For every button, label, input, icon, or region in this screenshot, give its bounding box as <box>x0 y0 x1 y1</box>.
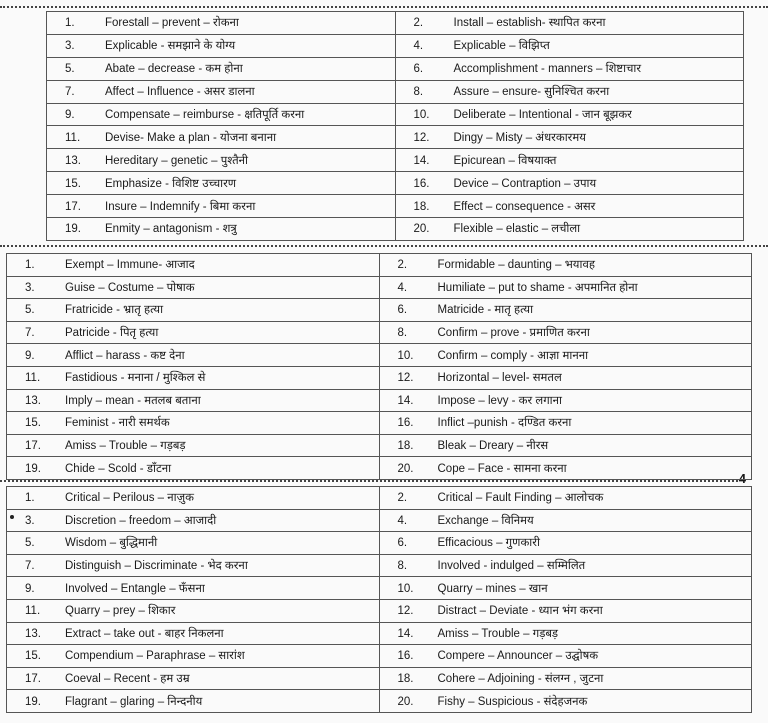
entry-number: 20. <box>397 695 414 708</box>
vocab-cell <box>47 126 396 149</box>
entry-text: Matricide - मातृ हत्या <box>437 304 534 317</box>
entry-text: Efficacious – गुणकारी <box>437 537 540 550</box>
vocab-row <box>47 126 744 149</box>
entry-text: Exchange – विनिमय <box>437 514 534 527</box>
entry-text: Cope – Face - सामना करना <box>437 462 567 475</box>
vocab-row <box>7 509 752 532</box>
vocab-cell <box>379 457 752 480</box>
vocab-cell <box>7 622 380 645</box>
entry-text: Afflict – harass - कष्ट देना <box>65 349 185 362</box>
vocab-cell <box>395 149 744 172</box>
vocab-cell <box>395 195 744 218</box>
vocab-cell <box>47 172 396 195</box>
vocab-row <box>7 622 752 645</box>
vocab-cell <box>395 218 744 241</box>
entry-text: Bleak – Dreary – नीरस <box>437 440 549 453</box>
vocab-row <box>7 645 752 668</box>
entry-text: Patricide - पितृ हत्या <box>65 327 159 340</box>
vocab-row <box>7 599 752 622</box>
vocab-cell <box>395 103 744 126</box>
entry-number: 10. <box>413 109 430 121</box>
vocab-row <box>7 667 752 690</box>
vocab-cell <box>395 126 744 149</box>
vocab-cell <box>379 487 752 510</box>
vocab-cell <box>7 434 380 457</box>
entry-text: Compendium – Paraphrase – सारांश <box>65 650 245 663</box>
entry-number: 3. <box>25 281 35 294</box>
vocab-row <box>7 321 752 344</box>
entry-number: 16. <box>397 650 414 663</box>
entry-number: 13. <box>65 154 81 167</box>
vocab-cell <box>379 389 752 412</box>
entry-number: 18. <box>397 673 414 686</box>
vocab-row <box>7 276 752 299</box>
entry-text: Confirm – comply - आज्ञा मानना <box>437 349 589 362</box>
entry-text: Cohere – Adjoining - संलग्न , जुटना <box>437 673 604 686</box>
entry-text: Fratricide - भ्रातृ हत्या <box>65 304 164 317</box>
vocab-cell <box>379 412 752 435</box>
vocab-row <box>7 487 752 510</box>
vocab-cell <box>7 532 380 555</box>
entry-number: 20. <box>413 223 430 236</box>
entry-number: 18. <box>397 440 414 453</box>
entry-number: 4. <box>413 40 424 53</box>
entry-text: Formidable – daunting – भयावह <box>437 259 595 272</box>
vocab-cell <box>7 577 380 600</box>
entry-text: Affect – Influence - असर डालना <box>105 86 255 99</box>
vocab-row <box>7 366 752 389</box>
vocab-row <box>7 389 752 412</box>
vocab-row <box>7 690 752 713</box>
vocab-cell <box>379 344 752 367</box>
entry-number: 14. <box>397 627 414 640</box>
entry-number: 18. <box>413 200 430 213</box>
vocab-cell <box>7 299 380 322</box>
entry-number: 6. <box>413 63 424 76</box>
entry-number: 10. <box>397 349 414 362</box>
entry-number: 15. <box>65 177 81 190</box>
vocab-row <box>7 412 752 435</box>
entry-number: 10. <box>397 582 414 595</box>
vocab-cell <box>7 389 380 412</box>
entry-text: Device – Contraption – उपाय <box>453 177 597 190</box>
entry-number: 19. <box>25 695 41 708</box>
entry-number: 2. <box>413 17 424 30</box>
vocab-row <box>47 103 744 126</box>
entry-text: Explicable - समझाने के योग्य <box>105 40 236 53</box>
entry-text: Fishy – Suspicious - संदेहजनक <box>437 695 588 708</box>
entry-number: 9. <box>25 349 35 362</box>
entry-number: 11. <box>65 131 81 144</box>
entry-text: Horizontal – level- समतल <box>437 372 562 385</box>
vocab-row <box>7 554 752 577</box>
entry-text: Impose – levy - कर लगाना <box>437 394 563 407</box>
entry-number: 6. <box>397 537 408 550</box>
vocab-table-3 <box>6 486 752 713</box>
entry-number: 19. <box>25 462 41 475</box>
entry-text: Dingy – Misty – अंधरकारमय <box>453 131 586 144</box>
entry-text: Critical – Fault Finding – आलोचक <box>437 492 604 505</box>
entry-number: 1. <box>25 492 35 505</box>
entry-number: 9. <box>65 109 75 121</box>
entry-number: 17. <box>65 200 81 213</box>
entry-text: Explicable – विझिप्त <box>453 40 550 53</box>
entry-number: 12. <box>397 605 414 618</box>
entry-number: 19. <box>65 223 81 236</box>
entry-text: Abate – decrease - कम होना <box>105 63 243 76</box>
vocab-cell <box>395 34 744 57</box>
vocab-row <box>7 434 752 457</box>
vocab-cell <box>379 254 752 277</box>
entry-number: 8. <box>397 560 408 573</box>
entry-number: 16. <box>413 177 430 190</box>
entry-text: Enmity – antagonism - शत्रु <box>105 223 237 236</box>
vocab-cell <box>47 57 396 80</box>
entry-text: Epicurean – विषयाक्त <box>453 154 557 167</box>
vocab-cell <box>379 577 752 600</box>
vocab-cell <box>7 509 380 532</box>
entry-text: Flexible – elastic – लचीला <box>453 223 581 236</box>
entry-text: Coeval – Recent - हम उम्र <box>65 673 190 686</box>
entry-text: Install – establish- स्थापित करना <box>453 17 606 30</box>
entry-number: 4. <box>397 281 408 294</box>
vocab-table-2 <box>6 253 752 480</box>
entry-text: Amiss – Trouble – गड़बड़ <box>65 440 186 453</box>
entry-number: 7. <box>25 327 35 340</box>
vocab-cell <box>7 645 380 668</box>
vocab-cell <box>7 344 380 367</box>
entry-number: 14. <box>413 154 430 167</box>
entry-number: 1. <box>25 259 35 272</box>
vocab-cell <box>7 667 380 690</box>
entry-text: Quarry – prey – शिकार <box>65 605 176 618</box>
entry-number: 8. <box>397 327 408 340</box>
vocab-cell <box>379 321 752 344</box>
vocab-cell <box>47 218 396 241</box>
entry-text: Hereditary – genetic – पुश्तैनी <box>105 154 249 167</box>
vocab-cell <box>379 599 752 622</box>
entry-text: Critical – Perilous – नाज़ुक <box>65 492 194 505</box>
entry-text: Guise – Costume – पोषाक <box>65 281 195 294</box>
vocab-row <box>7 344 752 367</box>
entry-number: 3. <box>65 40 75 53</box>
entry-number: 16. <box>397 417 414 430</box>
vocab-cell <box>379 690 752 713</box>
entry-number: 11. <box>25 605 41 618</box>
entry-number: 7. <box>65 86 75 99</box>
vocab-cell <box>7 254 380 277</box>
entry-text: Fastidious - मनाना / मुश्किल से <box>65 372 206 385</box>
vocab-row <box>7 457 752 480</box>
dotted-separator-bottom <box>0 480 738 482</box>
entry-number: 12. <box>397 372 414 385</box>
vocab-cell <box>379 276 752 299</box>
entry-text: Compere – Announcer – उद्घोषक <box>437 650 599 663</box>
vocab-row <box>47 195 744 218</box>
entry-text: Compensate – reimburse - क्षतिपूर्ति करना <box>105 109 305 121</box>
entry-text: Confirm – prove - प्रमाणित करना <box>437 327 590 340</box>
vocab-cell <box>379 532 752 555</box>
vocab-cell <box>379 509 752 532</box>
entry-number: 17. <box>25 673 41 686</box>
vocab-cell <box>47 103 396 126</box>
vocab-row <box>47 12 744 35</box>
vocab-row <box>7 299 752 322</box>
entry-number: 1. <box>65 17 75 30</box>
vocab-cell <box>47 34 396 57</box>
vocab-cell <box>379 645 752 668</box>
entry-number: 5. <box>25 304 35 317</box>
entry-text: Inflict –punish - दण्डित करना <box>437 417 572 430</box>
entry-text: Flagrant – glaring – निन्दनीय <box>65 695 203 708</box>
entry-text: Distinguish – Discriminate - भेद करना <box>65 560 248 573</box>
vocab-cell <box>47 80 396 103</box>
entry-number: 2. <box>397 259 408 272</box>
vocab-cell <box>7 321 380 344</box>
entry-number: 13. <box>25 627 41 640</box>
entry-text: Accomplishment - manners – शिष्टाचार <box>453 63 642 76</box>
entry-text: Distract – Deviate - ध्यान भंग करना <box>437 605 603 618</box>
entry-text: Feminist - नारी समर्थक <box>65 417 170 430</box>
vocab-cell <box>379 299 752 322</box>
vocab-cell <box>379 366 752 389</box>
entry-text: Forestall – prevent – रोकना <box>105 17 239 30</box>
entry-text: Exempt – Immune- आजाद <box>65 259 195 272</box>
entry-number: 17. <box>25 440 41 453</box>
entry-number: 7. <box>25 560 35 573</box>
entry-text: Humiliate – put to shame - अपमानित होना <box>437 281 638 294</box>
dotted-separator-middle <box>0 245 768 247</box>
entry-text: Discretion – freedom – आजादी <box>65 514 217 527</box>
entry-number: 15. <box>25 650 41 663</box>
vocab-cell <box>7 276 380 299</box>
vocab-cell <box>395 172 744 195</box>
entry-text: Imply – mean - मतलब बताना <box>65 394 201 407</box>
entry-text: Involved - indulged – सम्मिलित <box>437 560 586 573</box>
entry-text: Extract – take out - बाहर निकलना <box>65 627 224 640</box>
vocab-cell <box>395 57 744 80</box>
dotted-separator-top <box>0 6 768 8</box>
page-number: 4 <box>738 471 746 486</box>
vocab-cell <box>395 80 744 103</box>
entry-number: 20. <box>397 462 414 475</box>
vocab-cell <box>47 12 396 35</box>
vocab-cell <box>379 554 752 577</box>
entry-number: 8. <box>413 86 424 99</box>
entry-text: Involved – Entangle – फँसना <box>65 582 205 595</box>
entry-number: 11. <box>25 372 41 385</box>
entry-number: 6. <box>397 304 408 317</box>
entry-number: 9. <box>25 582 35 595</box>
entry-text: Quarry – mines – खान <box>437 582 548 595</box>
entry-text: Devise- Make a plan - योजना बनाना <box>105 131 277 144</box>
vocab-row <box>7 577 752 600</box>
vocab-row <box>47 149 744 172</box>
vocab-cell <box>7 457 380 480</box>
entry-text: Insure – Indemnify - बिमा करना <box>105 200 256 213</box>
entry-number: 12. <box>413 131 430 144</box>
vocab-cell <box>7 366 380 389</box>
entry-text: Deliberate – Intentional - जान बूझकर <box>453 109 632 121</box>
entry-number: 13. <box>25 394 41 407</box>
entry-number: 5. <box>25 537 35 550</box>
vocab-row <box>7 254 752 277</box>
vocab-row <box>47 80 744 103</box>
vocab-cell <box>7 599 380 622</box>
vocab-cell <box>7 554 380 577</box>
entry-number: 3. <box>25 514 35 527</box>
vocab-cell <box>379 622 752 645</box>
vocab-row <box>47 218 744 241</box>
vocab-row <box>47 34 744 57</box>
vocab-cell <box>379 667 752 690</box>
vocab-cell <box>47 149 396 172</box>
entry-number: 2. <box>397 492 408 505</box>
entry-number: 15. <box>25 417 41 430</box>
entry-text: Wisdom – बुद्धिमानी <box>65 537 158 550</box>
vocab-cell <box>379 434 752 457</box>
entry-text: Chide – Scold - डाँटना <box>65 462 172 475</box>
entry-number: 14. <box>397 394 414 407</box>
vocab-row <box>47 172 744 195</box>
entry-number: 5. <box>65 63 75 76</box>
vocab-cell <box>395 12 744 35</box>
vocab-table-1 <box>46 11 744 241</box>
entry-text: Emphasize - विशिष्ट उच्चारण <box>105 177 237 190</box>
entry-text: Amiss – Trouble – गड़बड़ <box>437 627 559 640</box>
vocab-cell <box>47 195 396 218</box>
vocab-cell <box>7 690 380 713</box>
vocab-row <box>47 57 744 80</box>
vocab-cell <box>7 487 380 510</box>
vocab-row <box>7 532 752 555</box>
vocab-cell <box>7 412 380 435</box>
entry-number: 4. <box>397 514 408 527</box>
entry-text: Assure – ensure- सुनिश्चित करना <box>453 86 610 99</box>
entry-text: Effect – consequence - असर <box>453 200 596 213</box>
